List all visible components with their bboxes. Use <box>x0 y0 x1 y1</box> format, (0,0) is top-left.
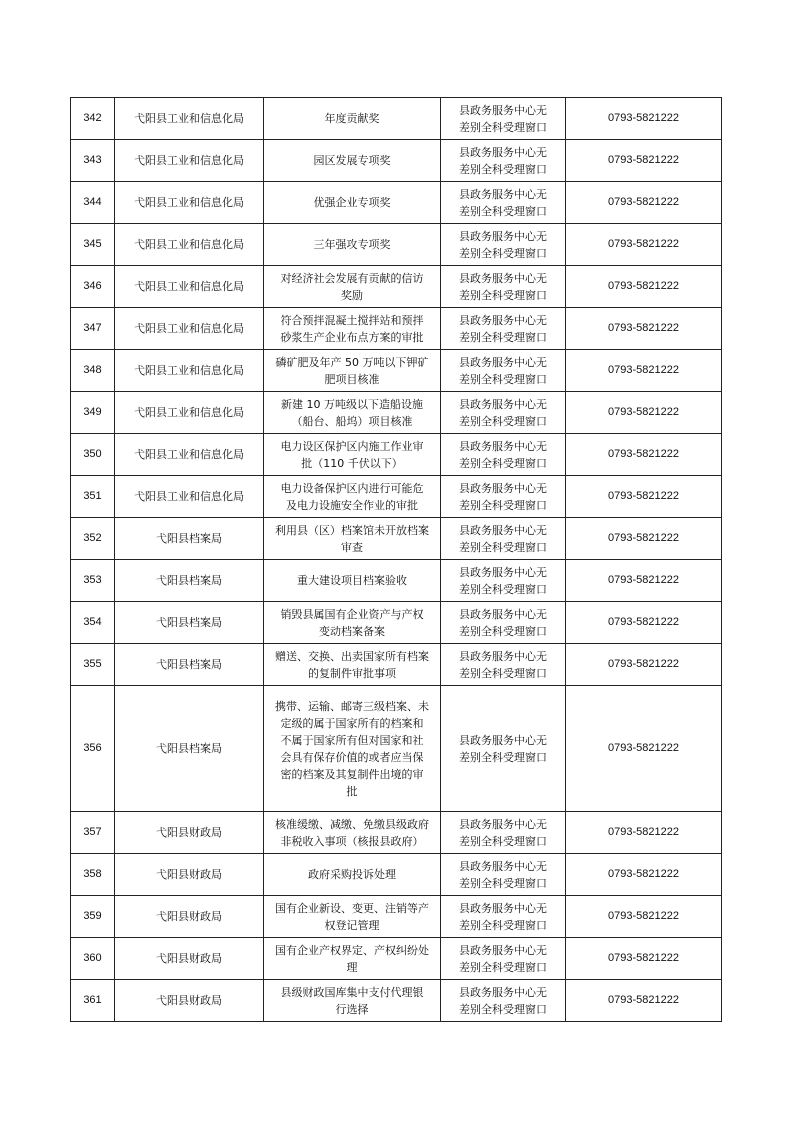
service-window-cell: 县政务服务中心无 差别全科受理窗口 <box>441 812 566 854</box>
service-window-cell: 县政务服务中心无 差别全科受理窗口 <box>441 644 566 686</box>
table-row <box>71 140 722 182</box>
service-item-cell: 三年强攻专项奖 <box>264 224 441 266</box>
department-cell: 弋阳县工业和信息化局 <box>115 140 264 182</box>
service-window-cell: 县政务服务中心无 差别全科受理窗口 <box>441 980 566 1022</box>
department-cell: 弋阳县工业和信息化局 <box>115 308 264 350</box>
phone-cell: 0793-5821222 <box>566 686 722 812</box>
phone-cell: 0793-5821222 <box>566 434 722 476</box>
phone-cell: 0793-5821222 <box>566 140 722 182</box>
service-item-cell: 新建 10 万吨级以下造船设施 （船台、船坞）项目核准 <box>264 392 441 434</box>
service-item-cell: 园区发展专项奖 <box>264 140 441 182</box>
department-cell: 弋阳县档案局 <box>115 518 264 560</box>
phone-cell: 0793-5821222 <box>566 602 722 644</box>
table-row <box>71 854 722 896</box>
row-number: 354 <box>71 602 115 644</box>
service-window-cell: 县政务服务中心无 差别全科受理窗口 <box>441 896 566 938</box>
service-window-cell: 县政务服务中心无 差别全科受理窗口 <box>441 98 566 140</box>
service-item-cell: 核准缓缴、减缴、免缴县级政府 非税收入事项（核报县政府） <box>264 812 441 854</box>
service-item-cell: 赠送、交换、出卖国家所有档案 的复制件审批事项 <box>264 644 441 686</box>
service-window-cell: 县政务服务中心无 差别全科受理窗口 <box>441 602 566 644</box>
table-row <box>71 560 722 602</box>
row-number: 347 <box>71 308 115 350</box>
table-row <box>71 392 722 434</box>
table-row <box>71 896 722 938</box>
service-window-cell: 县政务服务中心无 差别全科受理窗口 <box>441 350 566 392</box>
department-cell: 弋阳县工业和信息化局 <box>115 350 264 392</box>
service-item-cell: 携带、运输、邮寄三级档案、未 定级的属于国家所有的档案和 不属于国家所有但对国家和社 会具有保存价值的或者应当保 密的档案及其复制件出境的审 批 <box>264 686 441 812</box>
service-window-cell: 县政务服务中心无 差别全科受理窗口 <box>441 518 566 560</box>
department-cell: 弋阳县工业和信息化局 <box>115 266 264 308</box>
service-items-table <box>70 97 722 1022</box>
phone-cell: 0793-5821222 <box>566 350 722 392</box>
service-window-cell: 县政务服务中心无 差别全科受理窗口 <box>441 686 566 812</box>
service-window-cell: 县政务服务中心无 差别全科受理窗口 <box>441 434 566 476</box>
row-number: 348 <box>71 350 115 392</box>
row-number: 345 <box>71 224 115 266</box>
row-number: 349 <box>71 392 115 434</box>
phone-cell: 0793-5821222 <box>566 476 722 518</box>
row-number: 351 <box>71 476 115 518</box>
table-row <box>71 308 722 350</box>
service-window-cell: 县政务服务中心无 差别全科受理窗口 <box>441 938 566 980</box>
department-cell: 弋阳县档案局 <box>115 602 264 644</box>
department-cell: 弋阳县工业和信息化局 <box>115 476 264 518</box>
department-cell: 弋阳县档案局 <box>115 560 264 602</box>
row-number: 359 <box>71 896 115 938</box>
row-number: 361 <box>71 980 115 1022</box>
department-cell: 弋阳县工业和信息化局 <box>115 98 264 140</box>
table-row <box>71 518 722 560</box>
phone-cell: 0793-5821222 <box>566 392 722 434</box>
service-window-cell: 县政务服务中心无 差别全科受理窗口 <box>441 140 566 182</box>
service-item-cell: 电力设备保护区内进行可能危 及电力设施安全作业的审批 <box>264 476 441 518</box>
row-number: 343 <box>71 140 115 182</box>
service-window-cell: 县政务服务中心无 差别全科受理窗口 <box>441 266 566 308</box>
row-number: 342 <box>71 98 115 140</box>
department-cell: 弋阳县财政局 <box>115 854 264 896</box>
phone-cell: 0793-5821222 <box>566 854 722 896</box>
service-item-cell: 政府采购投诉处理 <box>264 854 441 896</box>
department-cell: 弋阳县工业和信息化局 <box>115 392 264 434</box>
table-row <box>71 812 722 854</box>
row-number: 357 <box>71 812 115 854</box>
row-number: 352 <box>71 518 115 560</box>
table-row <box>71 350 722 392</box>
department-cell: 弋阳县财政局 <box>115 812 264 854</box>
service-item-cell: 国有企业产权界定、产权纠纷处 理 <box>264 938 441 980</box>
table-body <box>71 98 722 1022</box>
department-cell: 弋阳县档案局 <box>115 644 264 686</box>
row-number: 355 <box>71 644 115 686</box>
table-row <box>71 98 722 140</box>
department-cell: 弋阳县财政局 <box>115 938 264 980</box>
table-row <box>71 182 722 224</box>
service-item-cell: 优强企业专项奖 <box>264 182 441 224</box>
phone-cell: 0793-5821222 <box>566 980 722 1022</box>
phone-cell: 0793-5821222 <box>566 938 722 980</box>
table-row <box>71 224 722 266</box>
service-item-cell: 符合预拌混凝土搅拌站和预拌 砂浆生产企业布点方案的审批 <box>264 308 441 350</box>
phone-cell: 0793-5821222 <box>566 644 722 686</box>
row-number: 360 <box>71 938 115 980</box>
service-item-cell: 县级财政国库集中支付代理银 行选择 <box>264 980 441 1022</box>
service-window-cell: 县政务服务中心无 差别全科受理窗口 <box>441 308 566 350</box>
phone-cell: 0793-5821222 <box>566 266 722 308</box>
table-row <box>71 938 722 980</box>
phone-cell: 0793-5821222 <box>566 896 722 938</box>
table-row <box>71 602 722 644</box>
table-row <box>71 434 722 476</box>
service-item-cell: 销毁县属国有企业资产与产权 变动档案备案 <box>264 602 441 644</box>
department-cell: 弋阳县财政局 <box>115 980 264 1022</box>
phone-cell: 0793-5821222 <box>566 308 722 350</box>
service-window-cell: 县政务服务中心无 差别全科受理窗口 <box>441 854 566 896</box>
table-row <box>71 644 722 686</box>
department-cell: 弋阳县工业和信息化局 <box>115 224 264 266</box>
table-row <box>71 266 722 308</box>
phone-cell: 0793-5821222 <box>566 224 722 266</box>
service-window-cell: 县政务服务中心无 差别全科受理窗口 <box>441 182 566 224</box>
phone-cell: 0793-5821222 <box>566 182 722 224</box>
department-cell: 弋阳县档案局 <box>115 686 264 812</box>
service-item-cell: 磷矿肥及年产 50 万吨以下钾矿 肥项目核准 <box>264 350 441 392</box>
service-item-cell: 年度贡献奖 <box>264 98 441 140</box>
department-cell: 弋阳县财政局 <box>115 896 264 938</box>
table-row <box>71 980 722 1022</box>
service-window-cell: 县政务服务中心无 差别全科受理窗口 <box>441 476 566 518</box>
phone-cell: 0793-5821222 <box>566 560 722 602</box>
row-number: 358 <box>71 854 115 896</box>
table-row <box>71 686 722 812</box>
phone-cell: 0793-5821222 <box>566 518 722 560</box>
phone-cell: 0793-5821222 <box>566 98 722 140</box>
table-row <box>71 476 722 518</box>
service-window-cell: 县政务服务中心无 差别全科受理窗口 <box>441 224 566 266</box>
service-window-cell: 县政务服务中心无 差别全科受理窗口 <box>441 560 566 602</box>
row-number: 346 <box>71 266 115 308</box>
service-window-cell: 县政务服务中心无 差别全科受理窗口 <box>441 392 566 434</box>
department-cell: 弋阳县工业和信息化局 <box>115 182 264 224</box>
department-cell: 弋阳县工业和信息化局 <box>115 434 264 476</box>
row-number: 350 <box>71 434 115 476</box>
service-item-cell: 国有企业新设、变更、注销等产 权登记管理 <box>264 896 441 938</box>
row-number: 344 <box>71 182 115 224</box>
service-item-cell: 电力设区保护区内施工作业审 批（110 千伏以下） <box>264 434 441 476</box>
service-item-cell: 重大建设项目档案验收 <box>264 560 441 602</box>
row-number: 356 <box>71 686 115 812</box>
phone-cell: 0793-5821222 <box>566 812 722 854</box>
service-item-cell: 对经济社会发展有贡献的信访 奖励 <box>264 266 441 308</box>
service-item-cell: 利用县（区）档案馆未开放档案 审查 <box>264 518 441 560</box>
row-number: 353 <box>71 560 115 602</box>
